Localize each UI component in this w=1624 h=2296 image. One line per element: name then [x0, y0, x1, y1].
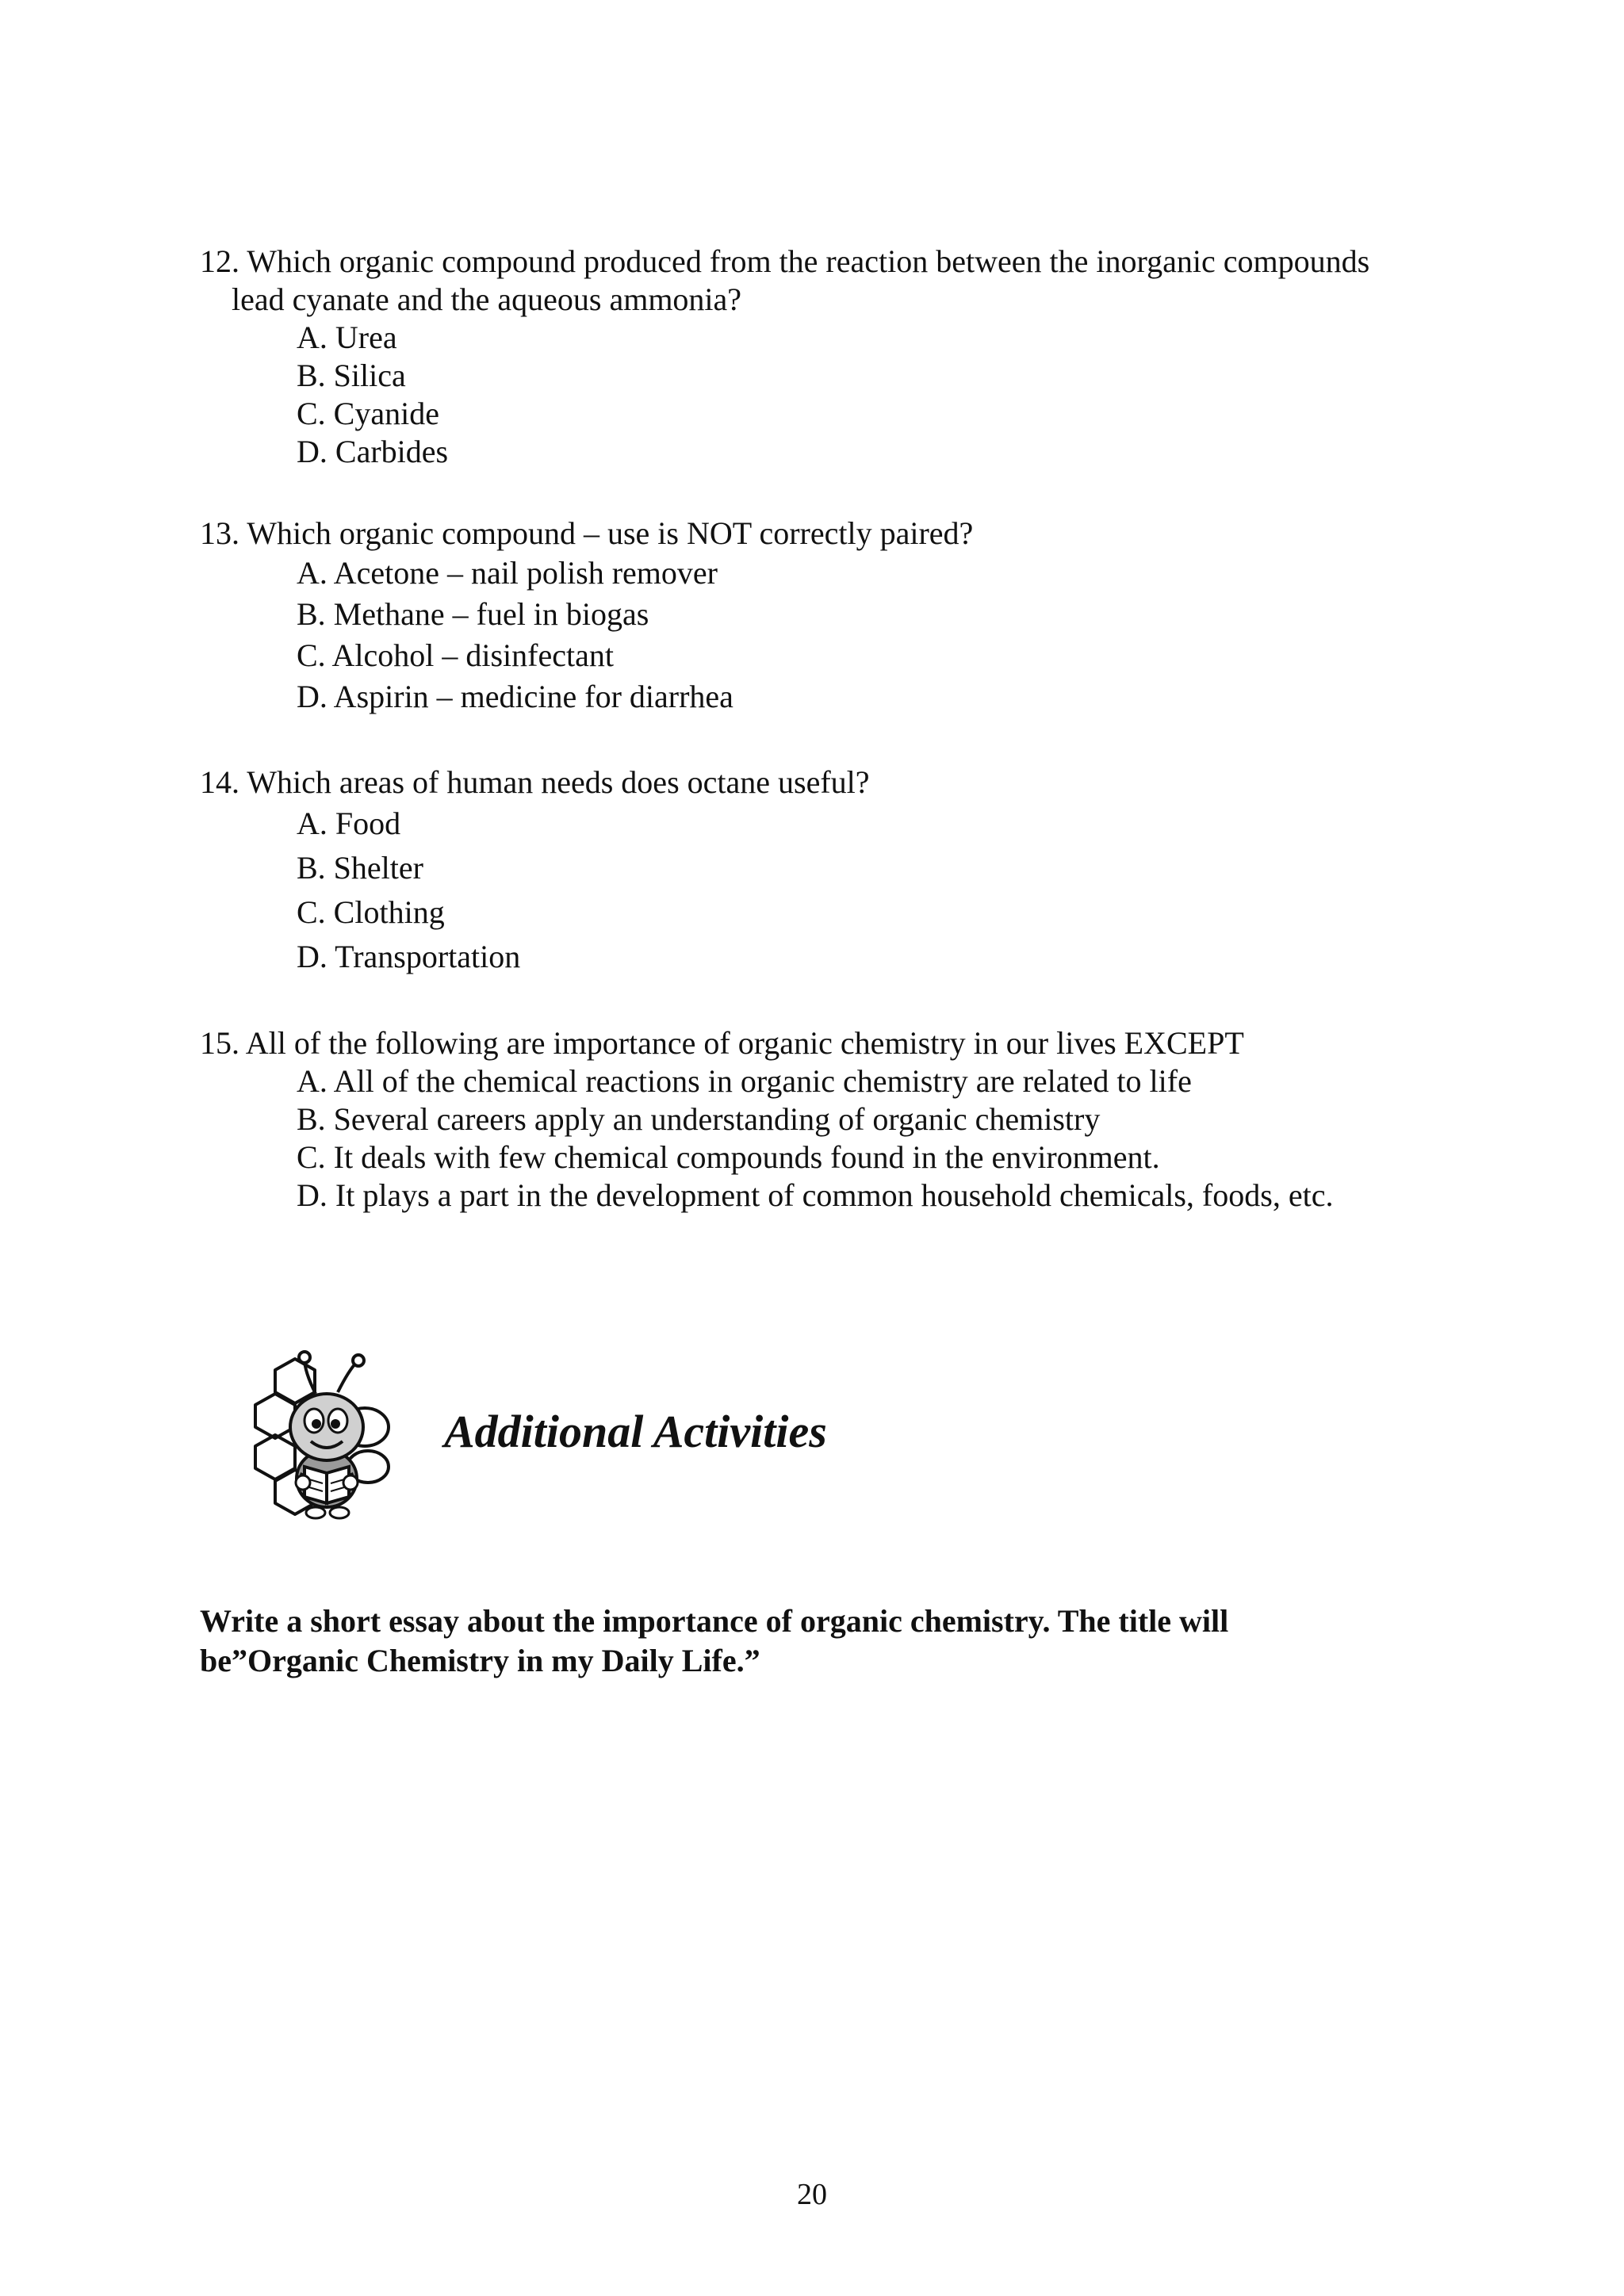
option-b: B. Several careers apply an understanding of organic chemistry [297, 1101, 1101, 1137]
option-b: B. Shelter [297, 850, 423, 886]
question-15 [200, 1024, 1437, 1215]
option-list [297, 319, 1534, 471]
question-stem: 13. Which organic compound – use is NOT correctly paired? [200, 515, 974, 551]
question-stem: 14. Which areas of human needs does octane useful? [200, 764, 870, 800]
page-number: 20 [797, 2178, 827, 2211]
option-a: A. Acetone – nail polish remover [297, 555, 718, 591]
question-stem: 15. All of the following are importance of organic chemistry in our lives EXCEPT [200, 1025, 1244, 1061]
option-d: D. Aspirin – medicine for diarrhea [297, 679, 733, 714]
option-list [297, 1062, 1534, 1215]
question-12 [200, 243, 1437, 471]
option-b: B. Methane – fuel in biogas [297, 596, 649, 632]
essay-instruction [200, 1601, 1389, 1681]
instruction-line-2: be”Organic Chemistry in my Daily Life.” [200, 1643, 760, 1678]
option-c: C. It deals with few chemical compounds found in the environment. [297, 1139, 1160, 1175]
question-stem-continued: lead cyanate and the aqueous ammonia? [232, 281, 742, 317]
question-stem: 12. Which organic compound produced from the reaction between the inorganic compounds [200, 243, 1370, 279]
option-d: D. Carbides [297, 434, 449, 469]
question-13 [200, 515, 1437, 718]
option-a: A. Food [297, 806, 401, 841]
option-list [297, 553, 1534, 718]
question-14 [200, 763, 1437, 979]
option-b: B. Silica [297, 358, 406, 393]
bee-reading-book-icon [247, 1348, 406, 1522]
section-title: Additional Activities [444, 1406, 827, 1457]
option-list [297, 802, 1534, 979]
option-d: D. Transportation [297, 939, 521, 974]
instruction-line-1: Write a short essay about the importance of organic chemistry. The title will [200, 1603, 1229, 1639]
option-a: A. Urea [297, 320, 397, 355]
option-c: C. Cyanide [297, 396, 439, 431]
option-c: C. Clothing [297, 894, 445, 930]
option-a: A. All of the chemical reactions in organic chemistry are related to life [297, 1063, 1192, 1099]
additional-activities-header [247, 1348, 961, 1522]
option-c: C. Alcohol – disinfectant [297, 637, 614, 673]
option-d: D. It plays a part in the development of common household chemicals, foods, etc. [297, 1177, 1334, 1213]
